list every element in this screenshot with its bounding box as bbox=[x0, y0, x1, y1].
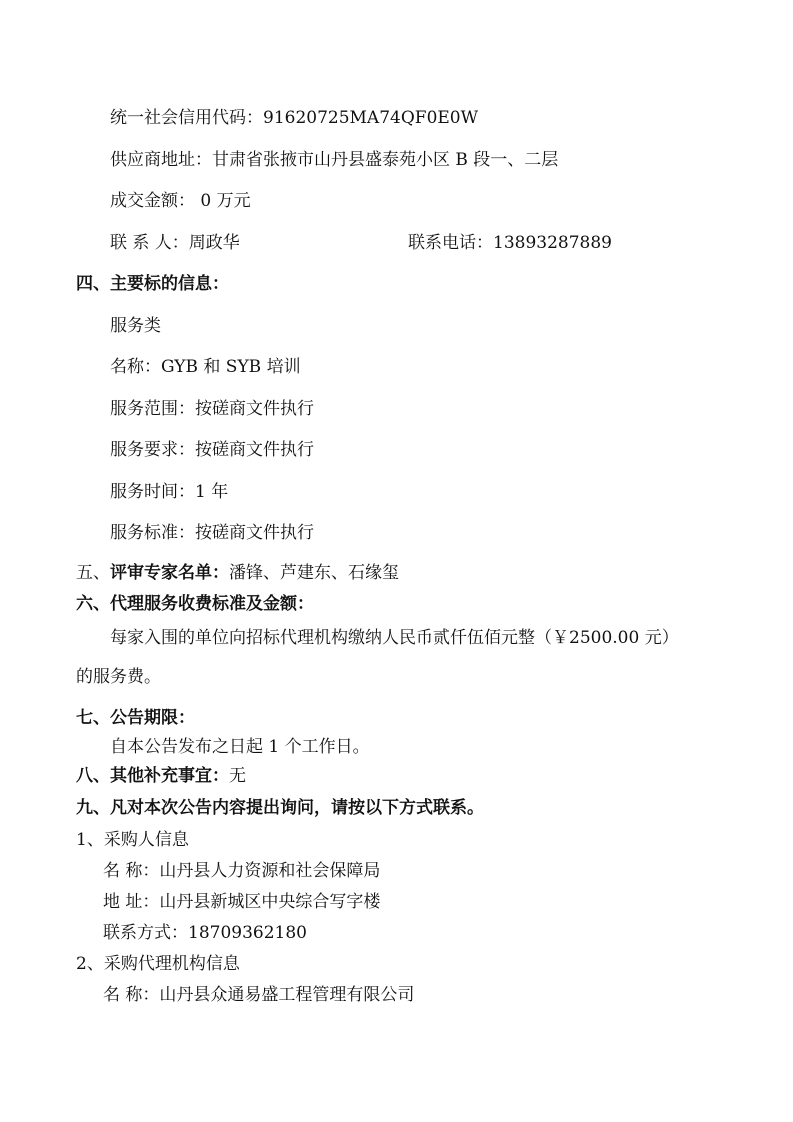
service-requirements: 服务要求：按磋商文件执行 bbox=[110, 440, 314, 460]
notice-period: 自本公告发布之日起 1 个工作日。 bbox=[110, 737, 370, 757]
agency-name: 名 称：山丹县众通易盛工程管理有限公司 bbox=[103, 985, 415, 1005]
supplier-contact: 联 系 人：周政华 bbox=[110, 233, 240, 253]
service-scope: 服务范围：按磋商文件执行 bbox=[110, 399, 314, 419]
section-7-heading: 七、公告期限： bbox=[76, 708, 195, 728]
supplier-amount: 成交金额： 0 万元 bbox=[110, 191, 251, 211]
purchaser-title: 1、采购人信息 bbox=[76, 830, 189, 850]
section-8-value: 无 bbox=[229, 766, 246, 786]
purchaser-address: 地 址：山丹县新城区中央综合写字楼 bbox=[103, 892, 381, 912]
section-9-heading: 九、凡对本次公告内容提出询问，请按以下方式联系。 bbox=[76, 798, 484, 818]
supplier-phone: 联系电话：13893287889 bbox=[408, 233, 612, 253]
service-category: 服务类 bbox=[110, 316, 161, 336]
expert-list: 潘锋、芦建东、石缘玺 bbox=[229, 563, 399, 583]
section-5-row bbox=[76, 562, 399, 584]
agency-title: 2、采购代理机构信息 bbox=[76, 954, 240, 974]
section-4-heading: 四、主要标的信息： bbox=[76, 274, 229, 294]
service-name: 名称：GYB 和 SYB 培训 bbox=[110, 357, 301, 377]
section-8-label: 八、其他补充事宜： bbox=[76, 766, 229, 786]
section-5-label: 评审专家名单： bbox=[110, 563, 229, 583]
section-5-prefix: 五、 bbox=[76, 563, 110, 583]
purchaser-contact: 联系方式：18709362180 bbox=[103, 923, 307, 943]
supplier-address: 供应商地址：甘肃省张掖市山丹县盛泰苑小区 B 段一、二层 bbox=[110, 150, 559, 170]
service-standard: 服务标准：按磋商文件执行 bbox=[110, 523, 314, 543]
purchaser-name: 名 称：山丹县人力资源和社会保障局 bbox=[103, 861, 381, 881]
service-fee-line-2: 的服务费。 bbox=[76, 667, 161, 687]
service-fee-line-1: 每家入围的单位向招标代理机构缴纳人民币贰仟伍佰元整（￥2500.00 元） bbox=[110, 628, 679, 648]
service-duration: 服务时间：1 年 bbox=[110, 482, 229, 502]
section-8-row bbox=[76, 765, 246, 787]
section-6-heading: 六、代理服务收费标准及金额： bbox=[76, 594, 314, 614]
supplier-contact-row bbox=[110, 232, 710, 254]
supplier-credit-code: 统一社会信用代码：91620725MA74QF0E0W bbox=[110, 108, 479, 128]
